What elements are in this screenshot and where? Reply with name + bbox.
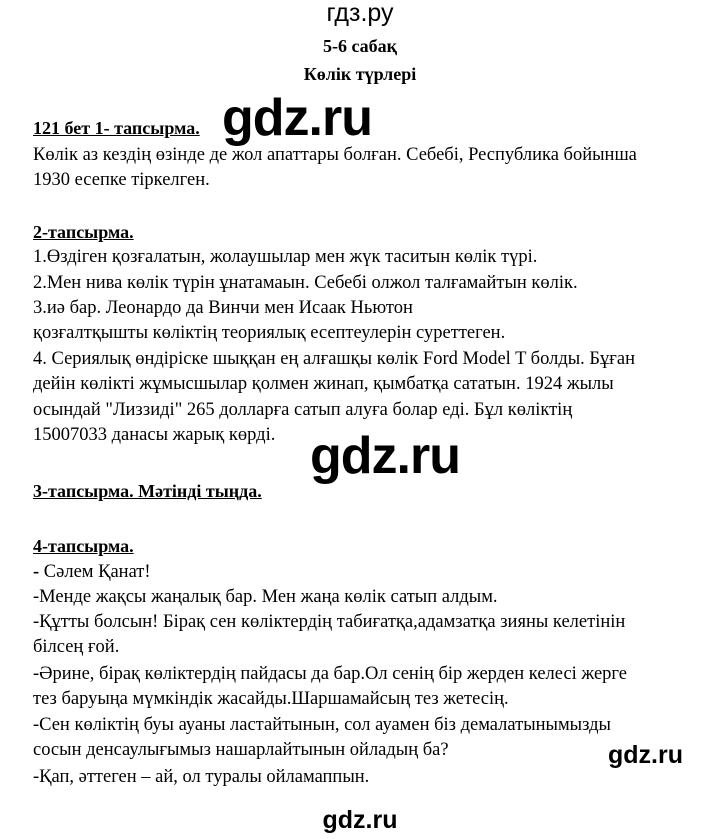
site-label-top: гдз.ру xyxy=(326,0,394,27)
lesson-number: 5-6 сабақ xyxy=(322,36,398,56)
task2-heading: 2-тапсырма. xyxy=(33,222,134,242)
watermark-gdz-2: gdz.ru xyxy=(310,427,460,485)
task4-first-dash: - xyxy=(33,562,40,582)
task4-line-7: -Сен көліктің буы ауаны ластайтынын, сол ауамен біз демалатынымызды xyxy=(33,715,611,735)
task4-first-text: Сәлем Қанат! xyxy=(39,562,151,582)
task2-line-1: 1.Өздіген қозғалатын, жолаушылар мен жүк таситын көлік түрі. xyxy=(33,247,538,267)
task4-line-6: тез баруыңа мүмкіндік жасайды.Шаршамайсың тез жетесің. xyxy=(33,689,509,709)
task4-heading: 4-тапсырма. xyxy=(33,536,134,556)
task1-line-2: 1930 есепке тіркелген. xyxy=(33,170,210,190)
task4-line-1 xyxy=(33,561,151,583)
task2-line-7: осындай "Лиззиді" 265 долларға сатып алуға болар еді. Бұл көліктің xyxy=(33,400,573,420)
task2-line-4: қозғалтқышты көліктің теориялық есептеулерін суреттеген. xyxy=(33,323,506,343)
watermark-gdz-bottom: gdz.ru xyxy=(322,806,398,834)
task4-line-4: білсең ғой. xyxy=(33,637,120,657)
lesson-title: Көлік түрлері xyxy=(303,64,417,84)
watermark-gdz-1: gdz.ru xyxy=(222,89,372,147)
task2-line-5: 4. Сериялық өндіріске шыққан ең алғашқы көлік Ford Model T болды. Бұған xyxy=(33,349,635,369)
task4-line-9: -Қап, әттеген – ай, ол туралы ойламаппын. xyxy=(33,767,370,787)
task4-line-2: -Менде жақсы жаңалық бар. Мен жаңа көлік сатып алдым. xyxy=(33,587,498,607)
watermark-gdz-small: gdz.ru xyxy=(608,741,683,769)
task4-line-3: -Құтты болсын! Бірақ сен көліктердің табиғатқа,адамзатқа зияны келетінін xyxy=(33,612,626,632)
task4-line-8: сосын денсаулығымыз нашарлайтынын ойладың ба? xyxy=(33,740,449,760)
task3-heading: 3-тапсырма. Мәтінді тыңда. xyxy=(33,481,262,501)
task2-line-2: 2.Мен нива көлік түрін ұнатамаын. Себебі олжол талғамайтын көлік. xyxy=(33,273,578,293)
task2-line-8: 15007033 данасы жарық көрді. xyxy=(33,425,276,445)
task2-line-3: 3.иә бар. Леонардо да Винчи мен Исаак Ньютон xyxy=(33,298,413,318)
task4-line-5: -Әрине, бірақ көліктердің пайдасы да бар.Ол сенің бір жерден келесі жерге xyxy=(33,664,627,684)
task2-line-6: дейін көлікті жұмысшылар қолмен жинап, қымбатқа сататын. 1924 жылы xyxy=(33,374,614,394)
task1-line-1: Көлік аз кездің өзінде де жол апаттары болған. Себебі, Республика бойынша xyxy=(33,145,637,165)
task1-heading: 121 бет 1- тапсырма. xyxy=(33,118,200,138)
